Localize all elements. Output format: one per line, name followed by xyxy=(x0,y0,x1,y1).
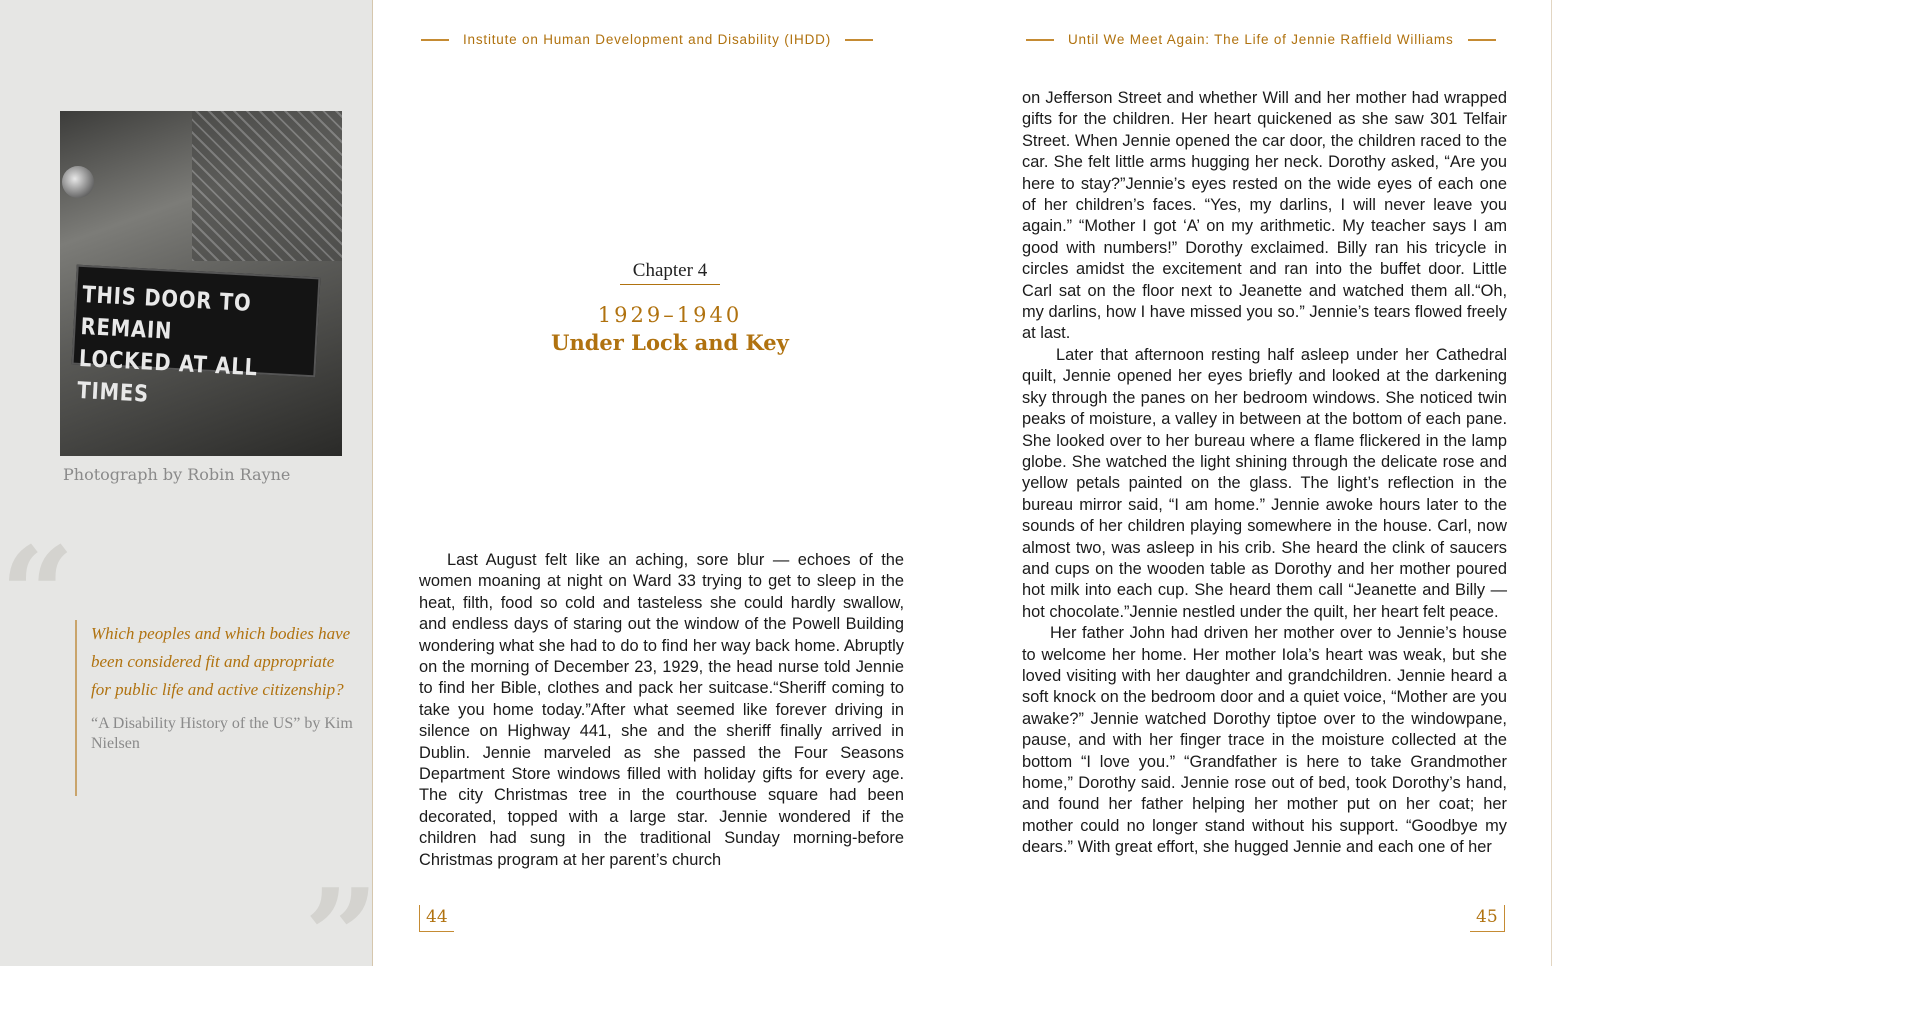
door-sign-photo xyxy=(60,111,342,456)
left-header-text: Institute on Human Development and Disability (IHDD) xyxy=(463,32,831,47)
left-running-header xyxy=(421,32,873,47)
open-quote-icon: “ xyxy=(0,518,75,671)
right-running-header xyxy=(1026,32,1496,47)
pull-quote-text: Which peoples and which bodies have been considered fit and appropriate for public life and active citizenship? xyxy=(91,624,351,699)
page-edge-divider xyxy=(1551,0,1552,966)
left-page-body xyxy=(419,550,904,871)
door-sign-plate xyxy=(72,265,321,408)
header-rule xyxy=(1026,39,1054,41)
right-header-text: Until We Meet Again: The Life of Jennie Raffield Williams xyxy=(1068,32,1454,47)
chapter-title: Under Lock and Key xyxy=(551,330,789,355)
photo-caption: Photograph by Robin Rayne xyxy=(63,465,291,484)
right-page-body xyxy=(1022,88,1507,859)
sidebar-panel xyxy=(0,0,379,1013)
header-rule xyxy=(421,39,449,41)
pull-quote xyxy=(75,620,356,796)
body-paragraph: Her father John had driven her mother over to Jennie’s house to welcome her home. Her mother Iola’s heart was weak, but she loved visiting with her daughter and grandchildren. Jennie heard a soft knock on the bedroom door and a quiet voice, “Mother are you awake?” Jennie watched Dorothy tiptoe over to the windowpane, pause, and with her finger trace in the moisture collected at the bottom “I love you.” “Grandfather is here to take Grandmother home,” Dorothy said. Jennie rose out of bed, took Dorothy’s hand, and found her father helping her mother put on her coat; her mother could no longer stand without his support. “Goodbye my dears.” With great effort, she hugged Jennie and each one of her xyxy=(1022,624,1507,857)
header-rule xyxy=(845,39,873,41)
pull-quote-source: “A Disability History of the US” by Kim Nielsen xyxy=(91,715,353,752)
sign-line-2: LOCKED AT ALL TIMES xyxy=(76,345,259,408)
chapter-label: Chapter 4 xyxy=(620,260,720,285)
body-paragraph: Last August felt like an aching, sore blur — echoes of the women moaning at night on Ward 33 trying to get to sleep in the heat, filth, food so cold and tasteless she could hardly swallow, and endless days of staring out the window of the Powell Building wondering what she had to do to find her way back home. Abruptly on the morning of December 23, 1929, the head nurse told Jennie to find her Bible, clothes and pack her suitcase.“Sheriff coming to take you home today.”After what seemed like forever driving in silence on Highway 441, she and the sheriff finally arrived in Dublin. Jennie marveled as she passed the Four Seasons Department Store windows filled with holiday gifts for every age. The city Christmas tree in the courthouse square had been decorated, topped with a large star. Jennie wondered if the children had sung in the traditional Sunday morning-before Christmas program at her parent’s church xyxy=(419,551,904,869)
close-quote-icon: ” xyxy=(304,860,379,1013)
body-paragraph: on Jefferson Street and whether Will and her mother had wrapped gifts for the children. Her heart quickened as she saw 301 Telfair Street. When Jennie opened the car door, the children raced to the car. She felt little arms hugging her neck. Dorothy asked, “Are you here to stay?”Jennie’s eyes rested on the wide eyes of each one of her children’s faces. “Yes, my darlins, I will never leave you again.” “Mother I got ‘A’ on my arithmetic. My teacher says I am good with numbers!” Dorothy exclaimed. Billy ran his tricycle in circles amidst the excitement and ran into the buffet door. Little Carl sat on the floor next to Jeanette and watched them all.“Oh, my darlins, how I have missed you so.” Jennie’s tears flowed freely at last. xyxy=(1022,89,1507,343)
page-number-left: 44 xyxy=(419,905,454,932)
header-rule xyxy=(1468,39,1496,41)
wire-window-graphic xyxy=(192,111,342,261)
sign-line-1: THIS DOOR TO REMAIN xyxy=(79,282,253,345)
chapter-years: 1929–1940 xyxy=(597,303,743,327)
body-paragraph: Later that afternoon resting half asleep under her Cathedral quilt, Jennie opened her eyes briefly and looked at the darkening sky through the panes on her bedroom windows. She noticed twin peaks of moisture, a valley in between at the bottom of each pane. She looked over to her bureau where a flame flickered in the lamp globe. She watched the light shining through the delicate rose and yellow petals painted on the glass. The light’s reflection in the bureau mirror said, “I am home.” Jennie awoke hours later to the sounds of her children playing somewhere in the house. Carl, now almost two, was asleep in his crib. She heard the clink of saucers and cups on the wooden table as Dorothy and her mother poured hot milk into each cup. She heard them call “Jeanette and Billy — hot chocolate.”Jennie nestled under the quilt, her heart felt peace. xyxy=(1022,345,1507,621)
door-knob-graphic xyxy=(62,166,94,198)
page-number-right: 45 xyxy=(1470,905,1505,932)
